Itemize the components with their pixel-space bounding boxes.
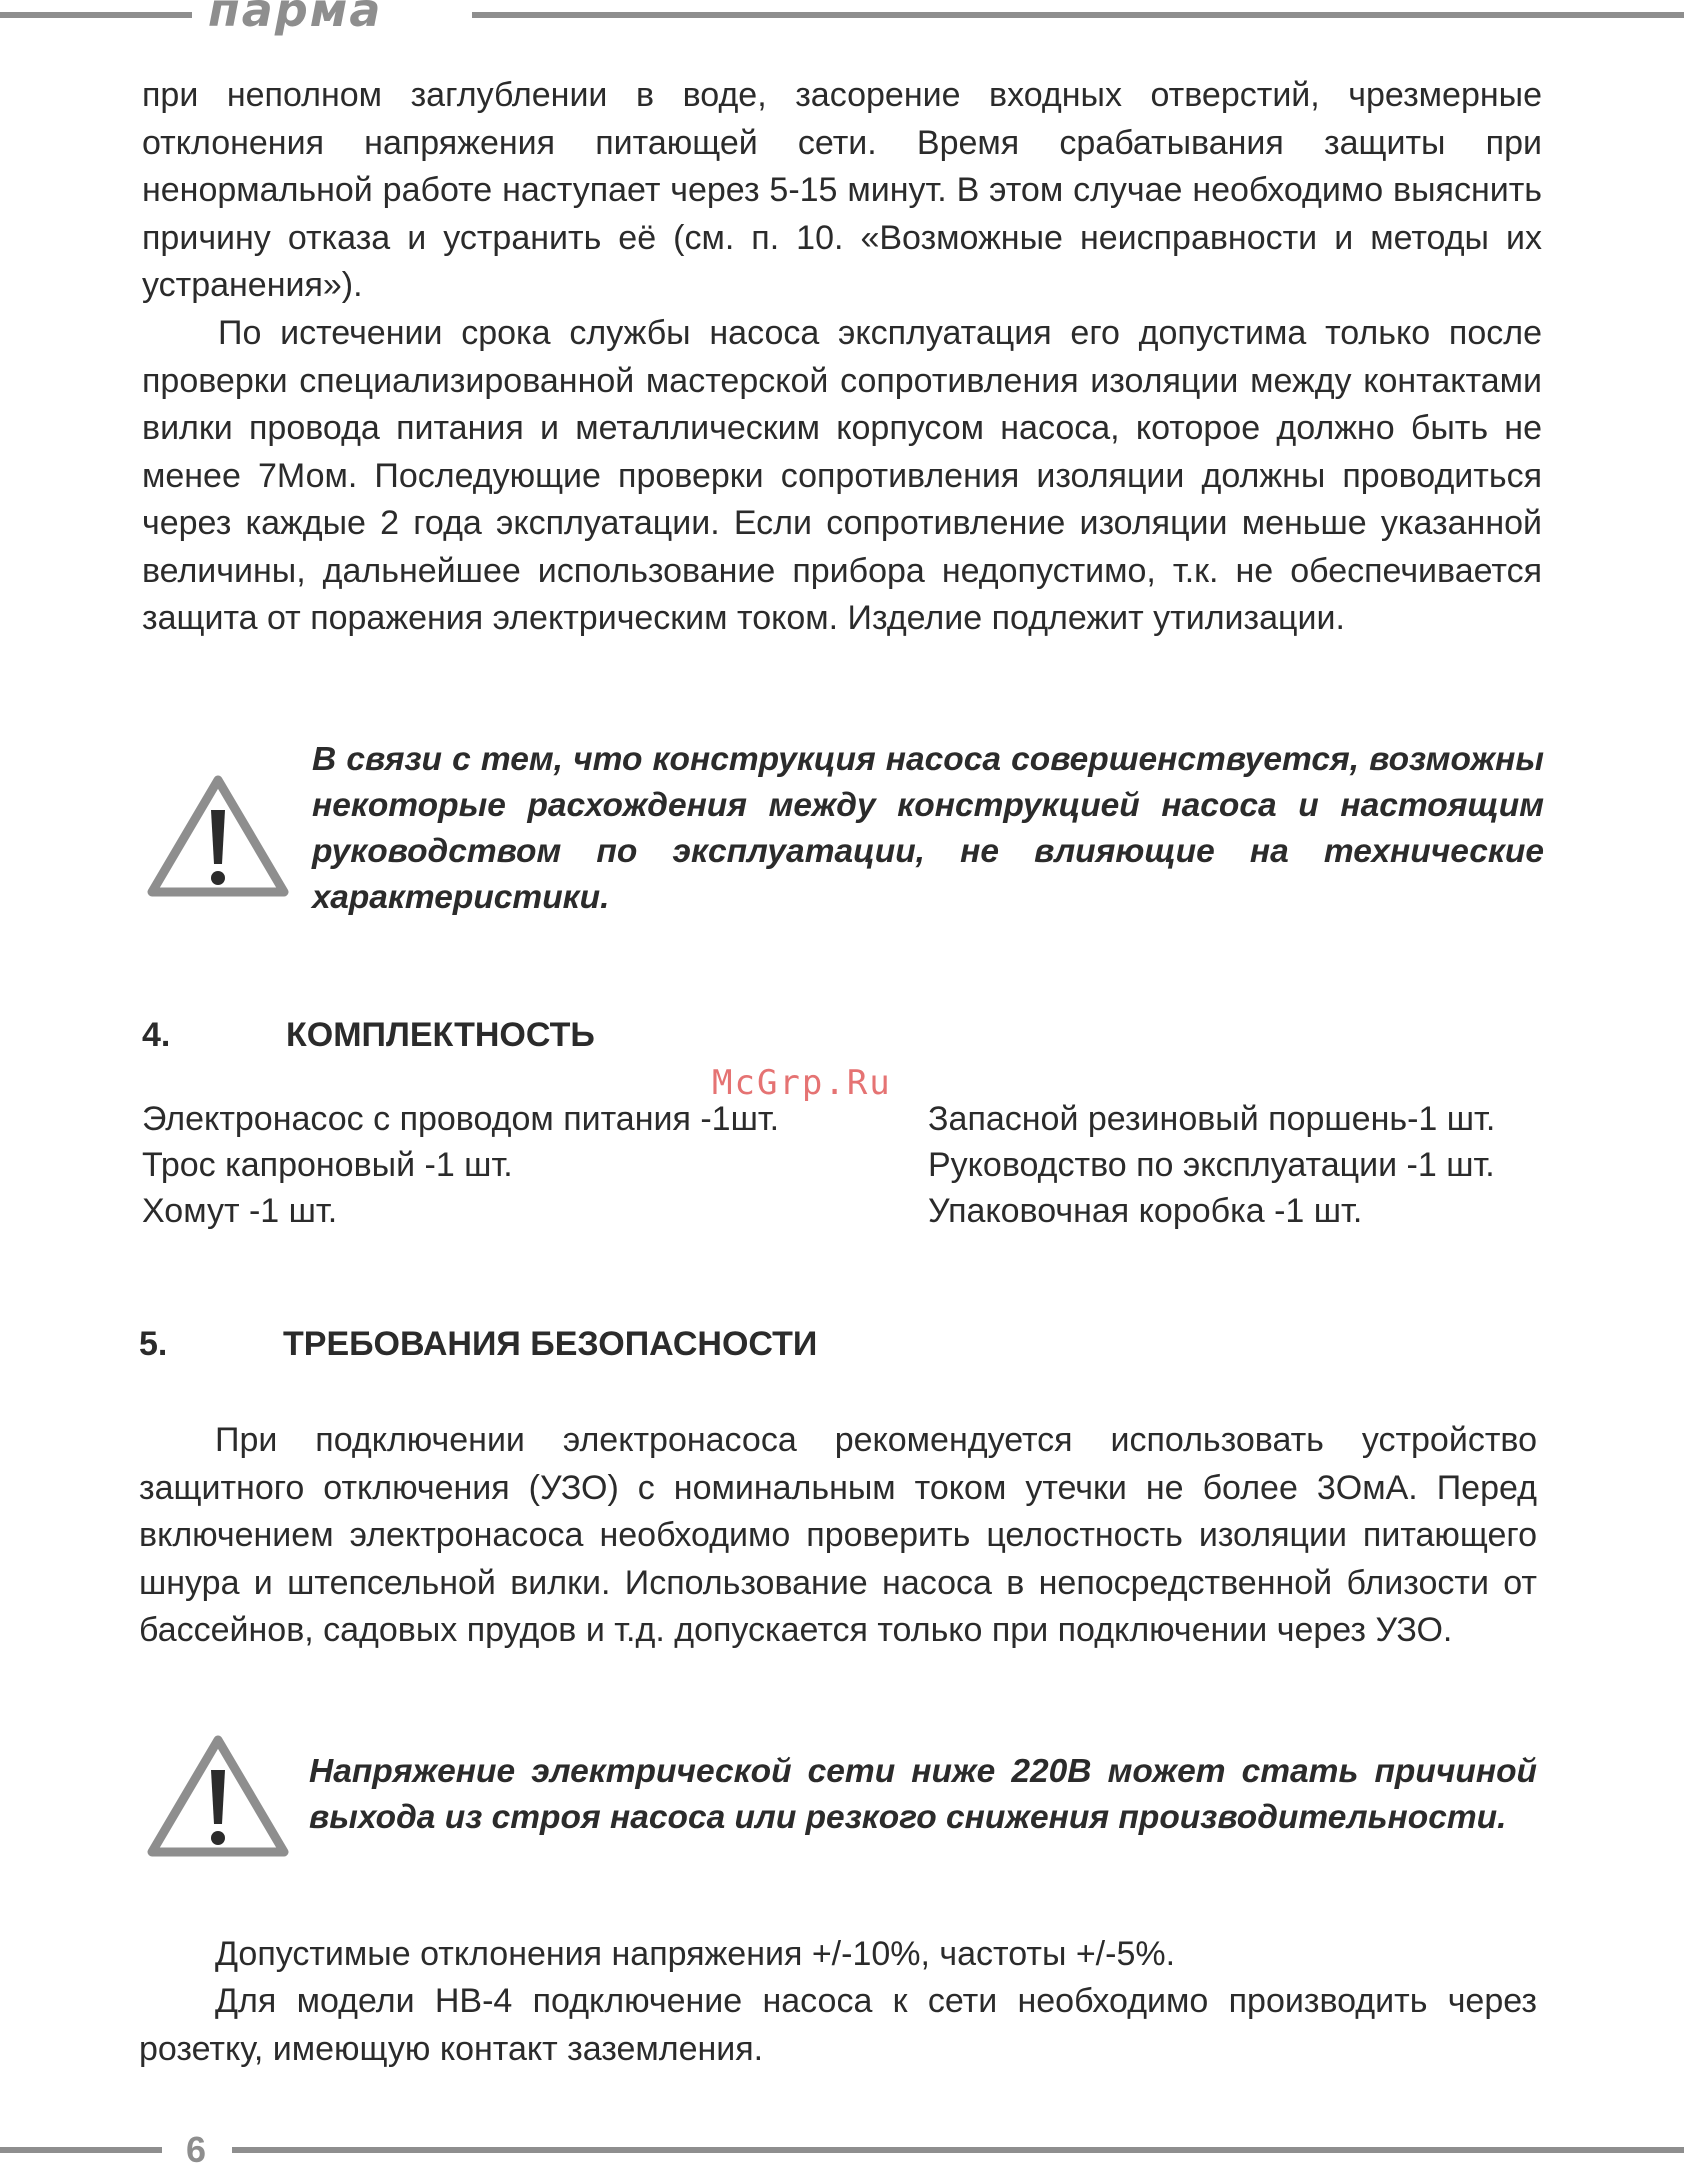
voltage-warning: Напряжение электрической сети ниже 220В может стать причиной выхода из строя насоса или резкого снижения производительности. [309,1753,1537,1836]
kit-list-right [928,1096,1495,1234]
page-number: 6 [185,2129,207,2170]
rcd-paragraph: При подключении электронасоса рекомендуется использовать устройство защитного отключения (УЗО) с номинальным током утечки не более 3ОмА. Перед включением электронасоса необходимо проверить целостность изоляции питающего шнура и штепсельной вилки. Использование насоса в непосредственной близости от бассейнов, садовых прудов и т.д. допускается только при подключении через УЗО. [139,1421,1537,1649]
design-change-warning: В связи с тем, что конструкция насоса совершенствуется, возможны некоторые расхождения между конструкцией насоса и настоящим руководством по эксплуатации, не влияющие на технические характеристики. [312,741,1544,916]
kit-item: Упаковочная коробка -1 шт. [928,1192,1363,1230]
header-rule-left [0,12,192,18]
section-5-heading [139,1322,1139,1366]
footer-rule-left [0,2147,162,2153]
footer-rule-right [232,2147,1684,2153]
kit-item: Запасной резиновый поршень-1 шт. [928,1100,1496,1138]
section-5-title: ТРЕБОВАНИЯ БЕЗОПАСНОСТИ [283,1325,818,1363]
tolerance-paragraph: Допустимые отклонения напряжения +/-10%, частоты +/-5%. [215,1935,1176,1973]
intro-paragraph: при неполном заглублении в воде, засорение входных отверстий, чрезмерные отклонения напряжения питающей сети. Время срабатывания защиты при ненормальной работе наступает через 5-15 минут. В этом случае необходимо выяснить причину отказа и устранить её (см. п. 10. «Возможные неисправности и методы их устранения»). [142,76,1542,304]
brand-logo: парма [208,0,383,37]
section-4-number: 4. [142,1016,171,1054]
watermark: McGrp.Ru [712,1063,892,1103]
kit-list-left [142,1096,779,1234]
kit-item: Хомут -1 шт. [142,1192,338,1230]
grounding-paragraph: Для модели НВ-4 подключение насоса к сети необходимо производить через розетку, имеющую контакт заземления. [139,1982,1537,2068]
kit-item: Электронасос с проводом питания -1шт. [142,1100,780,1138]
warning-triangle-icon [146,1732,290,1860]
header-rule-right [472,12,1684,18]
section-4-title: КОМПЛЕКТНОСТЬ [286,1016,595,1054]
service-life-paragraph: По истечении срока службы насоса эксплуатация его допустима только после проверки специализированной мастерской сопротивления изоляции между контактами вилки провода питания и металлическим корпусом насоса, которое должно быть не менее 7Мом. Последующие проверки сопротивления изоляции должны проводиться через каждые 2 года эксплуатации. Если сопротивление изоляции меньше указанной величины, дальнейшее использование прибора недопустимо, т.к. не обеспечивается защита от поражения электрическим током. Изделие подлежит утилизации. [142,314,1542,637]
warning-triangle-icon [146,772,290,900]
kit-item: Руководство по эксплуатации -1 шт. [928,1146,1495,1184]
section-5-number: 5. [139,1325,168,1363]
section-4-heading [142,1013,1142,1057]
kit-item: Трос капроновый -1 шт. [142,1146,513,1184]
